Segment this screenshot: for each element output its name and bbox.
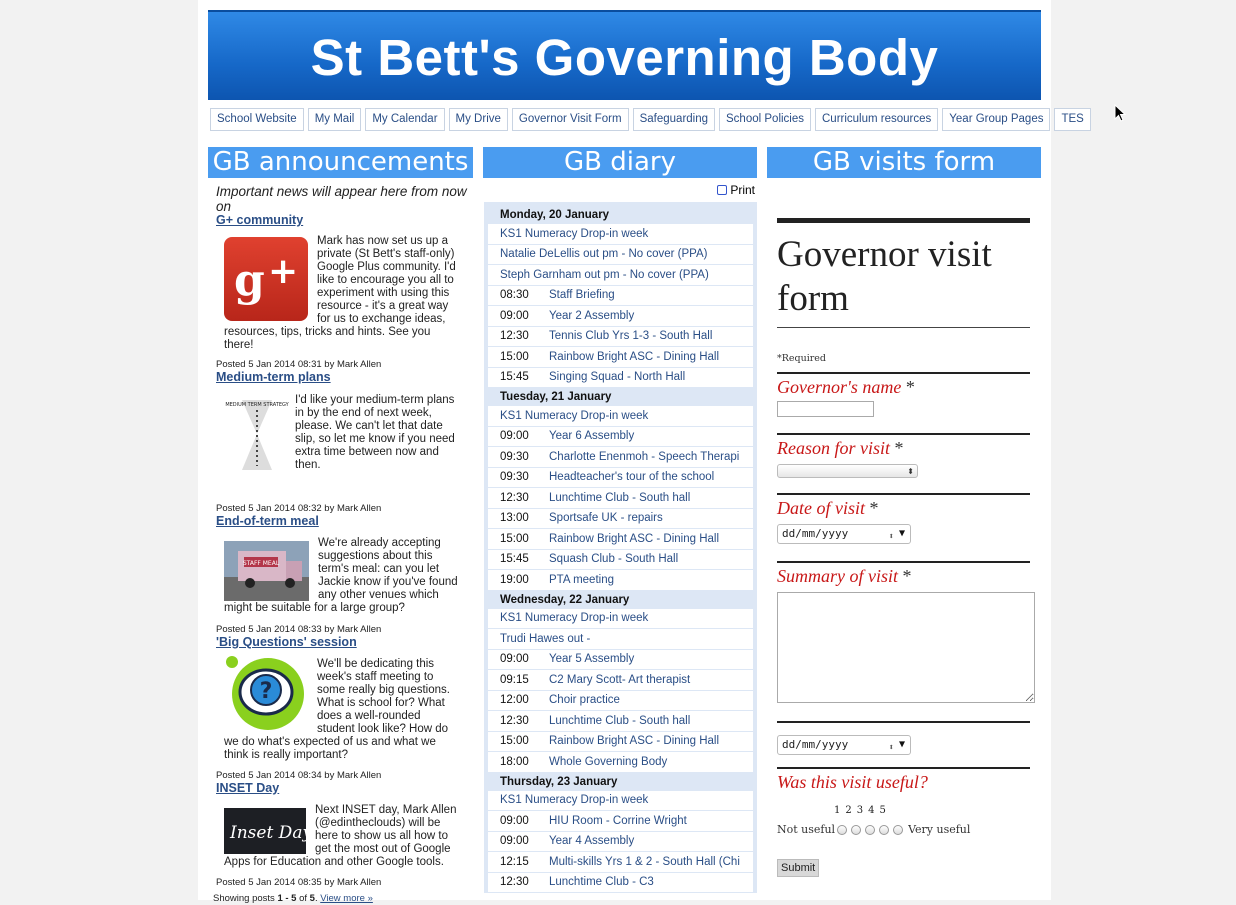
diary-list [484, 202, 757, 893]
diary-column [483, 178, 757, 889]
date-spinner-icon[interactable]: ⬍ [888, 532, 894, 542]
rating-radio-2[interactable] [851, 825, 861, 835]
nav-governor-visit-form[interactable]: Governor Visit Form [512, 108, 629, 131]
divider [777, 721, 1030, 723]
scale-number: 2 [845, 805, 852, 816]
event-time: 09:30 [500, 471, 529, 484]
diary-event[interactable] [488, 550, 753, 571]
post-body-gplus [208, 235, 474, 352]
diary-event[interactable] [488, 488, 753, 509]
diary-event[interactable] [488, 447, 753, 468]
required-star: * [905, 377, 915, 397]
nav-tes[interactable]: TES [1054, 108, 1090, 131]
post-body-inset [208, 804, 474, 869]
diary-event[interactable] [488, 406, 753, 427]
scale-number: 5 [879, 805, 886, 816]
event-time: 09:00 [500, 835, 529, 848]
event-name: Lunchtime Club - C3 [549, 876, 654, 889]
view-more-link[interactable]: View more » [320, 893, 373, 904]
nav-my-drive[interactable]: My Drive [449, 108, 508, 131]
event-name: KS1 Numeracy Drop-in week [500, 227, 649, 240]
question-reason [777, 438, 1037, 459]
diary-event[interactable] [488, 691, 753, 712]
diary-event[interactable] [488, 609, 753, 630]
event-name: Whole Governing Body [549, 755, 668, 768]
event-time: 15:00 [500, 350, 529, 363]
diary-event[interactable] [488, 286, 753, 307]
divider [777, 561, 1030, 563]
nav-curriculum-resources[interactable]: Curriculum resources [815, 108, 938, 131]
event-name: Charlotte Enenmoh - Speech Therapi [549, 450, 740, 463]
date-dropdown-icon[interactable]: ▼ [898, 528, 905, 539]
event-time: 13:00 [500, 512, 529, 525]
diary-event[interactable] [488, 711, 753, 732]
announcements-heading: GB announcements [208, 147, 473, 178]
event-time: 19:00 [500, 573, 529, 586]
post-meta: Posted 5 Jan 2014 08:31 by Mark Allen [216, 359, 382, 370]
post-text: Mark has now set us up a private (St Bett's staff-only) Google Plus community. I'd like to encourage you all to experiment with using this resource - it's a great way for us to exchange ideas, resources, tips, tricks and hints. See you there! [224, 235, 456, 351]
rating-radio-1[interactable] [837, 825, 847, 835]
diary-event[interactable] [488, 368, 753, 389]
event-time: 12:15 [500, 855, 529, 868]
event-time: 12:30 [500, 714, 529, 727]
rating-radio-3[interactable] [865, 825, 875, 835]
form-top-bar [777, 218, 1030, 223]
event-time: 12:30 [500, 491, 529, 504]
event-name: HIU Room - Corrine Wright [549, 814, 687, 827]
diary-event[interactable] [488, 832, 753, 853]
event-time: 12:00 [500, 694, 529, 707]
post-text: We're already accepting suggestions about this term's meal: can you let Jackie know if you've found any other venues which might be suitable for a large group? [224, 537, 458, 614]
post-body-big-questions [208, 658, 474, 762]
event-name: Headteacher's tour of the school [549, 471, 715, 484]
scale-low-label: Not useful [777, 823, 836, 836]
question-useful [777, 772, 1037, 793]
question-label: Was this visit useful? [777, 772, 928, 792]
print-bar [483, 178, 757, 198]
food-truck-sign-text: STAFF MEAL [242, 560, 280, 567]
diary-event[interactable] [488, 245, 753, 266]
google-plus-logo-icon [224, 237, 308, 321]
nav-year-group-pages[interactable]: Year Group Pages [942, 108, 1050, 131]
event-time: 12:30 [500, 330, 529, 343]
question-label: Date of visit [777, 498, 865, 518]
post-title-end-of-term-meal[interactable]: End-of-term meal [216, 514, 319, 528]
top-nav [210, 108, 1084, 132]
scale-number: 1 [834, 805, 841, 816]
printer-icon [717, 185, 727, 195]
post-meta: Posted 5 Jan 2014 08:34 by Mark Allen [216, 770, 382, 781]
governor-name-input[interactable] [777, 401, 874, 417]
event-name: Year 6 Assembly [549, 430, 635, 443]
event-name: Year 2 Assembly [549, 309, 635, 322]
svg-text:g: g [234, 255, 265, 306]
event-time: 15:00 [500, 735, 529, 748]
divider [777, 767, 1030, 769]
event-name: KS1 Numeracy Drop-in week [500, 612, 649, 625]
event-name: Choir practice [549, 694, 620, 707]
footer-range: 1 - 5 [277, 893, 297, 904]
event-name: Multi-skills Yrs 1 & 2 - South Hall (Chi [549, 855, 740, 868]
required-star: * [894, 438, 904, 458]
post-meta: Posted 5 Jan 2014 08:35 by Mark Allen [216, 877, 382, 888]
post-meta: Posted 5 Jan 2014 08:32 by Mark Allen [216, 503, 382, 514]
post-title-big-questions[interactable]: 'Big Questions' session [216, 635, 357, 649]
date-spinner-icon[interactable]: ⬍ [888, 743, 894, 753]
visit-date-input[interactable] [777, 524, 911, 544]
nav-safeguarding[interactable]: Safeguarding [633, 108, 715, 131]
rating-radio-5[interactable] [893, 825, 903, 835]
select-arrows-icon: ⬍ [907, 467, 914, 476]
diary-day-header: Monday, 20 January [500, 209, 610, 221]
summary-textarea[interactable] [777, 592, 1035, 703]
event-name: C2 Mary Scott- Art therapist [549, 673, 691, 686]
diary-event[interactable] [488, 347, 753, 368]
event-name: Trudi Hawes out - [500, 632, 591, 645]
diary-event[interactable] [488, 529, 753, 550]
post-title-gplus[interactable]: G+ community [216, 213, 304, 227]
usefulness-scale [777, 823, 1037, 836]
post-body-meal [208, 537, 474, 615]
question-bubble-icon [224, 652, 308, 736]
scale-number: 4 [868, 805, 875, 816]
event-time: 09:00 [500, 430, 529, 443]
question-label: Summary of visit [777, 566, 898, 586]
announcements-intro: Important news will appear here from now on [216, 184, 467, 214]
diary-day-header: Tuesday, 21 January [500, 391, 612, 403]
form-title: Governor visit form [777, 234, 992, 319]
diary-event[interactable] [488, 427, 753, 448]
announcements-column [208, 180, 474, 905]
event-name: KS1 Numeracy Drop-in week [500, 409, 649, 422]
event-name: KS1 Numeracy Drop-in week [500, 794, 649, 807]
event-name: Rainbow Bright ASC - Dining Hall [549, 735, 720, 748]
question-label: Reason for visit [777, 438, 890, 458]
diary-day-header: Thursday, 23 January [500, 775, 618, 788]
post-meta: Posted 5 Jan 2014 08:33 by Mark Allen [216, 624, 382, 635]
event-name: Natalie DeLellis out pm - No cover (PPA) [500, 248, 708, 261]
event-time: 09:00 [500, 653, 529, 666]
post-text: I'd like your medium-term plans in by the end of next week, please. We can't let that date slip, so let me know if you need extra time between now and then. [295, 394, 455, 471]
event-name: PTA meeting [549, 573, 614, 586]
event-time: 15:00 [500, 532, 529, 545]
event-time: 09:15 [500, 673, 529, 686]
nav-my-mail[interactable]: My Mail [308, 108, 362, 131]
scale-number: 3 [856, 805, 864, 816]
second-date-input[interactable] [777, 735, 911, 755]
diary-event[interactable] [488, 629, 753, 650]
svg-text:?: ? [259, 679, 273, 704]
event-name: Year 4 Assembly [549, 835, 635, 848]
submit-button[interactable]: Submit [777, 859, 819, 877]
event-time: 09:30 [500, 450, 529, 463]
site-title: St Bett's Governing Body [310, 29, 939, 86]
reason-select[interactable] [777, 464, 918, 478]
diary-event[interactable] [488, 509, 753, 530]
event-name: Year 5 Assembly [549, 653, 635, 666]
post-body-medium-term [208, 394, 474, 472]
diary-event[interactable] [488, 570, 753, 591]
post-text: We'll be dedicating this week's staff meeting to some really big questions. What is school for? What does a well-rounded student look like? How do we do what's expected of us and what we think is really important? [224, 658, 450, 761]
nav-my-calendar[interactable]: My Calendar [365, 108, 444, 131]
divider [777, 493, 1030, 495]
date-placeholder: dd/mm/yyyy [782, 527, 849, 540]
event-time: 18:00 [500, 755, 529, 768]
diary-day-header: Wednesday, 22 January [500, 593, 630, 606]
nav-school-website[interactable]: School Website [210, 108, 304, 131]
footer-total: 5 [309, 893, 315, 904]
page [198, 0, 1084, 904]
visits-heading: GB visits form [767, 147, 1041, 178]
post-text: Next INSET day, Mark Allen (@edintheclouds) will be here to show us all how to get the most out of Google Apps for Education and other Google tools. [224, 804, 457, 868]
date-placeholder: dd/mm/yyyy [782, 738, 849, 751]
question-label: Governor's name [777, 377, 902, 397]
divider [777, 327, 1030, 328]
diary-event[interactable] [488, 670, 753, 691]
rating-radio-4[interactable] [879, 825, 889, 835]
event-time: 09:00 [500, 814, 529, 827]
medium-term-thumb-text: MEDIUM TERM STRATEGY [225, 402, 289, 408]
event-name: Squash Club - South Hall [549, 553, 679, 566]
date-dropdown-icon[interactable]: ▼ [898, 739, 905, 750]
post-title-medium-term[interactable]: Medium-term plans [216, 370, 331, 384]
event-name: Rainbow Bright ASC - Dining Hall [549, 532, 720, 545]
required-star: * [902, 566, 912, 586]
diary-event[interactable] [488, 732, 753, 753]
question-summary [777, 566, 1037, 587]
diary-event[interactable] [488, 752, 753, 773]
question-date [777, 498, 1037, 519]
event-time: 09:00 [500, 309, 529, 322]
mouse-cursor-icon [1114, 104, 1128, 124]
divider [777, 372, 1030, 374]
print-label: Print [730, 183, 755, 197]
divider [777, 433, 1030, 435]
event-name: Sportsafe UK - repairs [549, 512, 663, 525]
diary-heading: GB diary [483, 147, 757, 178]
posts-footer: Showing posts 1 - 5 of 5. View more » [213, 893, 373, 904]
diary-event[interactable] [488, 265, 753, 286]
scale-numbers [834, 805, 1037, 816]
inset-thumb-text: Inset Day [230, 823, 313, 843]
event-name: Lunchtime Club - South hall [549, 491, 691, 504]
site-banner [208, 10, 1041, 100]
food-truck-image [224, 541, 309, 601]
print-button[interactable] [717, 183, 755, 197]
event-time: 08:30 [500, 289, 529, 302]
event-name: Rainbow Bright ASC - Dining Hall [549, 350, 720, 363]
event-name: Steph Garnham out pm - No cover (PPA) [500, 268, 709, 281]
diary-event[interactable] [488, 306, 753, 327]
event-time: 12:30 [500, 876, 529, 889]
post-title-inset-day[interactable]: INSET Day [216, 781, 280, 795]
medium-term-strategy-image [225, 394, 289, 474]
diary-event[interactable] [488, 650, 753, 671]
event-name: Staff Briefing [549, 289, 615, 302]
diary-event[interactable] [488, 468, 753, 489]
nav-school-policies[interactable]: School Policies [719, 108, 811, 131]
diary-event[interactable] [488, 224, 753, 245]
diary-event[interactable] [488, 873, 753, 894]
event-time: 15:45 [500, 553, 529, 566]
required-note: *Required [777, 353, 827, 364]
inset-day-image [224, 808, 313, 854]
diary-event[interactable] [488, 852, 753, 873]
diary-event[interactable] [488, 791, 753, 812]
svg-text:+: + [268, 251, 299, 292]
event-time: 15:45 [500, 371, 529, 384]
scale-high-label: Very useful [908, 823, 971, 836]
event-name: Lunchtime Club - South hall [549, 714, 691, 727]
event-name: Tennis Club Yrs 1-3 - South Hall [549, 330, 713, 343]
diary-event[interactable] [488, 327, 753, 348]
footer-mid: of [296, 893, 310, 904]
visit-form [777, 218, 1037, 877]
question-governor-name [777, 377, 1037, 398]
diary-event[interactable] [488, 811, 753, 832]
required-star: * [869, 498, 879, 518]
event-name: Singing Squad - North Hall [549, 371, 686, 384]
footer-prefix: Showing posts [213, 893, 278, 904]
